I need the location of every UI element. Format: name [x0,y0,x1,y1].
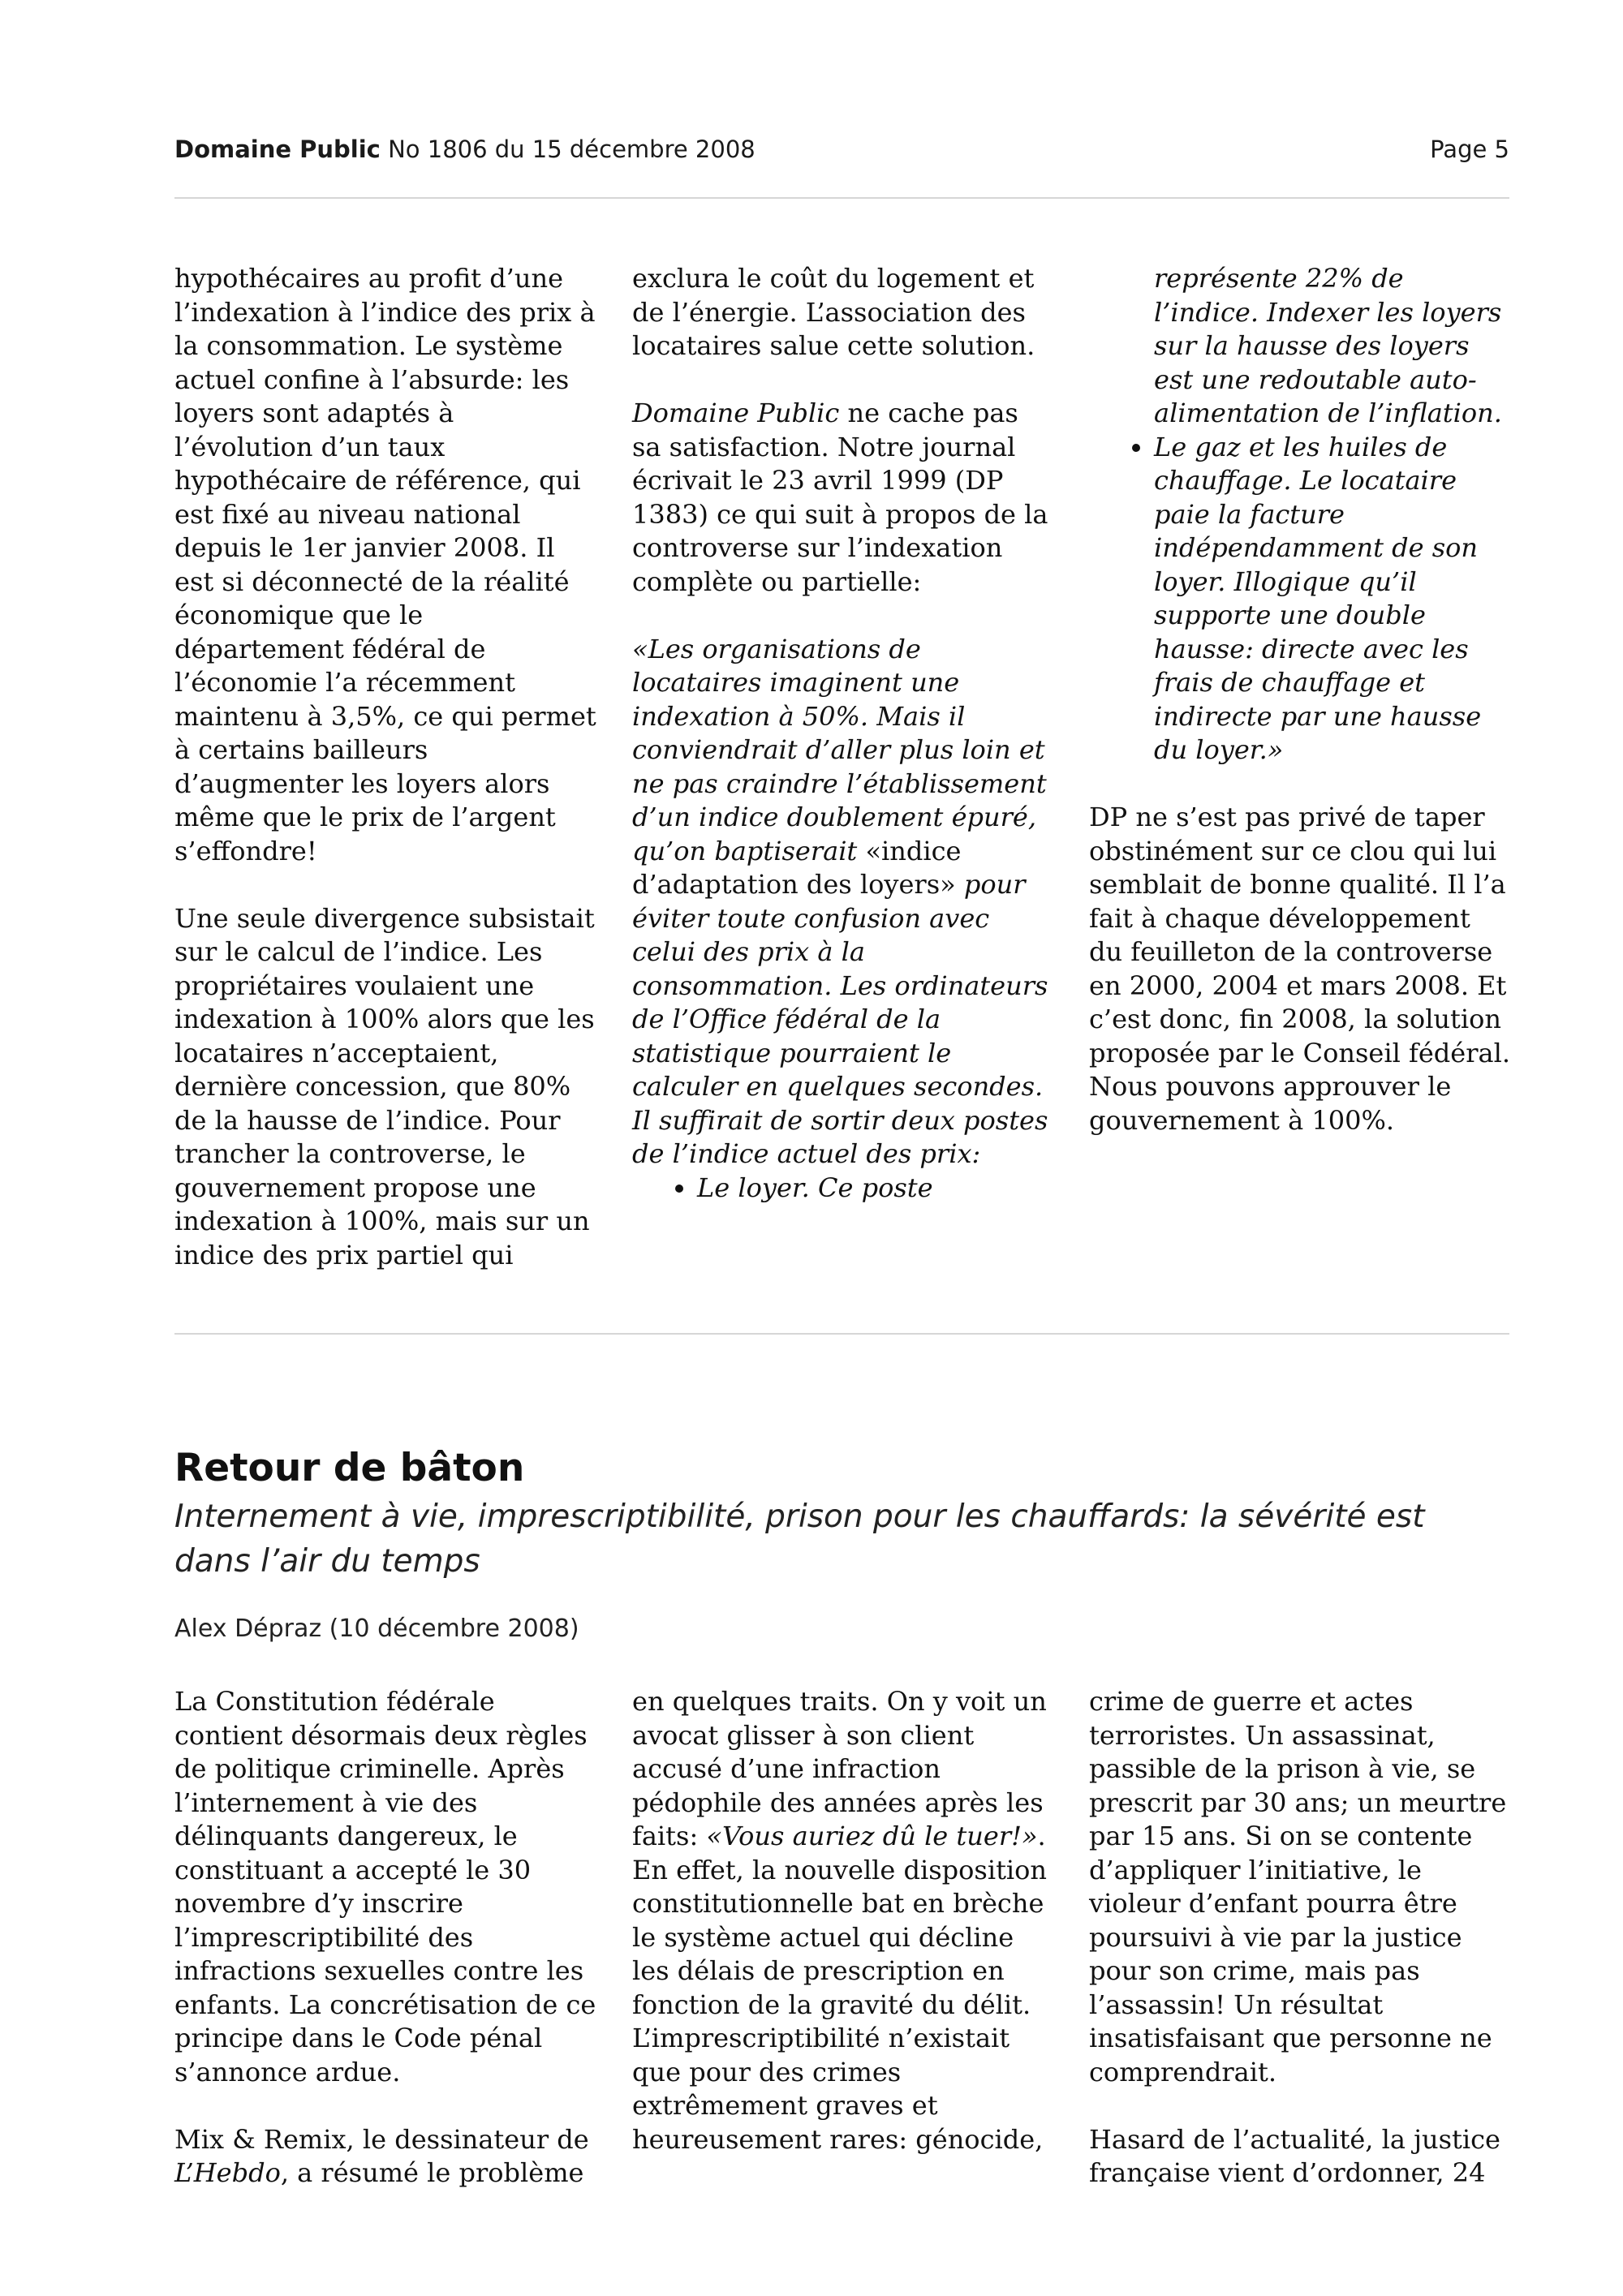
list-item-continuation: représente 22% de l’indice. Indexer les loyers sur la hausse des loyers est une redoutable auto-alimentation de l’inflation. [1154,263,1502,428]
paragraph: Une seule divergence subsistait sur le calcul de l’indice. Les propriétaires voulaient une indexation à 100% alors que les locataires n’acceptaient, dernière concession, que 80% de la hausse de l’indice. Pour trancher la controverse, le gouvernement propose une indexation à 100%, mais sur un indice des prix partiel qui [174,902,595,1271]
magazine-name: L’Hebdo [174,2157,281,2188]
article-column-2 [632,1685,1054,2156]
upper-column-3 [1089,262,1511,1137]
header-divider [174,197,1509,199]
paragraph: crime de guerre et actes terroristes. Un assassinat, passible de la prison à vie, se prescrit par 30 ans; un meurtre par 15 ans. Si on se contente d’appliquer l’initiative, le violeur d’enfant pourra être poursuivi à vie par la justice pour son crime, mais pas l’assassin! Un résultat insatisfaisant que personne ne comprendrait. [1089,1686,1507,2087]
page-header [174,135,1509,168]
quote-paragraph: «Les organisations de locataires imaginent une indexation à 50%. Mais il conviendrait d’aller plus loin et ne pas craindre l’établissement d’un indice doublement épuré, qu’on baptiserait «indice d’adaptation des loyers» pour éviter toute confusion avec celui des prix à la consommation. Les ordinateurs de l’Office fédéral de la statistique pourraient le calculer en quelques secondes. Il suffirait de sortir deux postes de l’indice actuel des prix: [632,633,1048,1169]
article-title: Retour de bâton [174,1446,525,1490]
article-column-3 [1089,1685,1511,2191]
article-subtitle: Internement à vie, imprescriptibilité, prison pour les chauffards: la sévérité est dans l’air du temps [174,1498,1425,1580]
paragraph: en quelques traits. On y voit un avocat glisser à son client accusé d’une infraction pédophile des années après les faits: «Vous auriez dû le tuer!». En effet, la nouvelle disposition constitutionnelle bat en brèche le système actuel qui décline les délais de prescription en fonction de la gravité du délit. L’imprescriptibilité n’existait que pour des crimes extrêmement graves et heureusement rares: génocide, [632,1686,1048,2155]
paragraph: La Constitution fédérale contient désormais deux règles de politique criminelle. Après l’internement à vie des délinquants dangereux, le constituant a accepté le 30 novembre d’y inscrire l’imprescriptibilité des infractions sexuelles contre les enfants. La concrétisation de ce principe dans le Code pénal s’annonce ardue. [174,1686,596,2087]
page-number: Page 5 [1430,135,1509,163]
upper-column-1 [174,262,596,1272]
publication-reference: Domaine Public [632,398,840,428]
paragraph: Domaine Public ne cache pas sa satisfaction. Notre journal écrivait le 23 avril 1999 (DP 1383) ce qui suit à propos de la controverse sur l’indexation complète ou partielle: [632,398,1048,597]
quote-list [632,1172,1054,1206]
list-item: • Le gaz et les huiles de chauffage. Le locataire paie la facture indépendamment de son loyer. Illogique qu’il supporte une double hausse: directe avec les frais de chauffage et indirecte par une hausse du loyer.» [1154,431,1511,767]
paragraph: Mix & Remix, le dessinateur de L’Hebdo, a résumé le problème [174,2123,589,2188]
cartoon-quote: «Vous auriez dû le tuer!» [706,1821,1038,1851]
header-publication-info [174,135,756,163]
article-byline: Alex Dépraz (10 décembre 2008) [174,1615,579,1643]
paragraph: exclura le coût du logement et de l’énergie. L’association des locataires salue cette solution. [632,263,1035,361]
quote-list [1089,431,1511,767]
section-divider [174,1333,1509,1335]
article-column-1 [174,1685,596,2191]
issue-info: No 1806 du 15 décembre 2008 [388,135,756,163]
publication-name: Domaine Public [174,135,381,163]
list-item: • Le loyer. Ce poste [697,1172,1054,1206]
paragraph: Hasard de l’actualité, la justice française vient d’ordonner, 24 [1089,2123,1500,2188]
paragraph: hypothécaires au profit d’une l’indexation à l’indice des prix à la consommation. Le système actuel confine à l’absurde: les loyers sont adaptés à l’évolution d’un taux hypothécaire de référence, qui est fixé au niveau national depuis le 1er janvier 2008. Il est si déconnecté de la réalité économique que le département fédéral de l’économie l’a récemment maintenu à 3,5%, ce qui permet à certains bailleurs d’augmenter les loyers alors même que le prix de l’argent s’effondre! [174,263,596,866]
upper-column-2 [632,262,1054,1205]
paragraph: DP ne s’est pas privé de taper obstinément sur ce clou qui lui semblait de bonne qualité. Il l’a fait à chaque développement du feuilleton de la controverse en 2000, 2004 et mars 2008. Et c’est donc, fin 2008, la solution proposée par le Conseil fédéral. Nous pouvons approuver le gouvernement à 100%. [1089,802,1510,1136]
